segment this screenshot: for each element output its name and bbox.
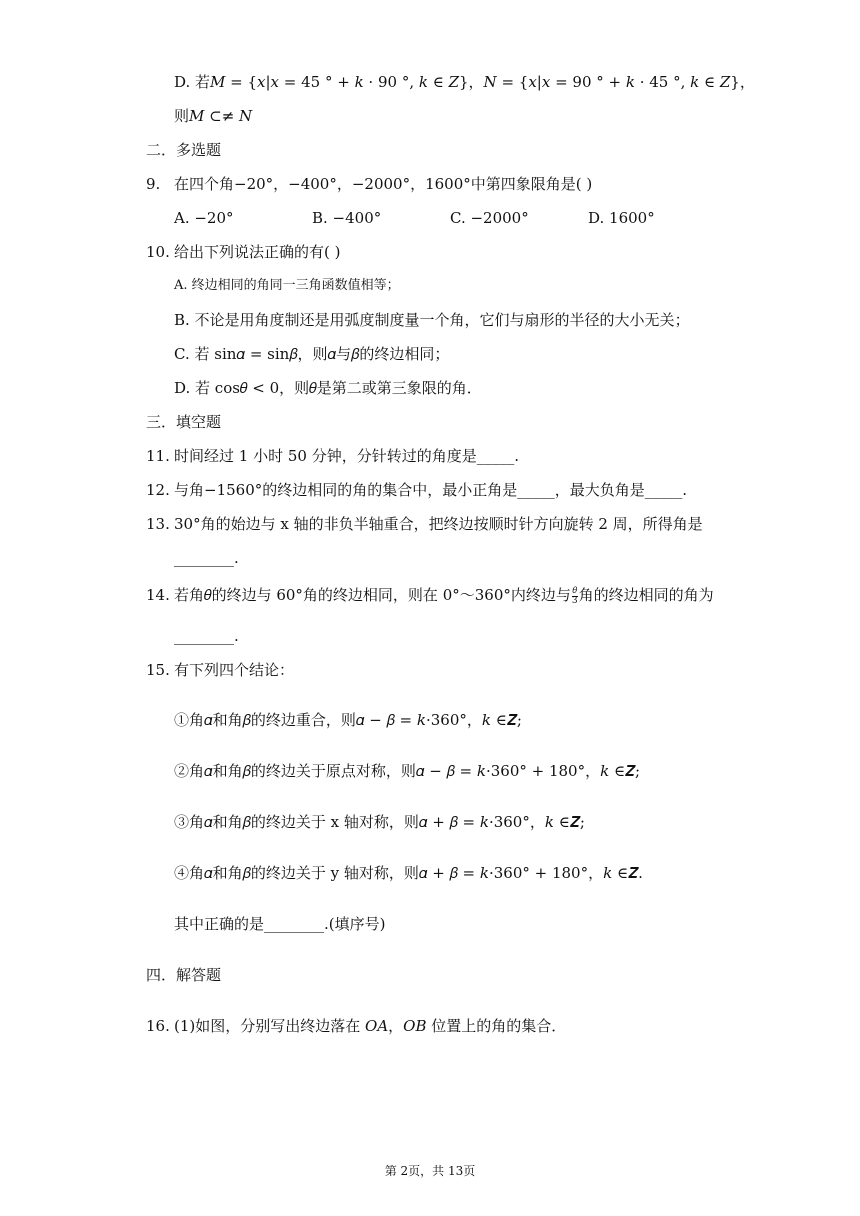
- fraction-theta-over-3: [572, 587, 578, 606]
- question-number: 16.: [146, 1017, 170, 1035]
- option-b: B. −400°: [312, 209, 382, 227]
- q15-statement-4: ④角𝛼和角𝛽的终边关于 y 轴对称，则𝛼 + 𝛽 = 𝑘·360° + 180°，𝑘 ∈𝒁.: [174, 864, 643, 882]
- question-13: [146, 514, 703, 534]
- question-number: 14.: [146, 586, 170, 604]
- question-text: 有下列四个结论：: [174, 661, 295, 679]
- option-d: D. 1600°: [588, 209, 655, 227]
- question-text: 30°角的始边与 x 轴的非负半轴重合，把终边按顺时针方向旋转 2 周，所得角是: [174, 515, 703, 533]
- q15-statement-1: ①角𝛼和角𝛽的终边重合，则𝛼 − 𝛽 = 𝑘·360°，𝑘 ∈𝒁;: [174, 711, 522, 729]
- question-12: [146, 480, 687, 500]
- question-text-continued: 角的终边相同的角为: [578, 586, 714, 604]
- q10-option-c: C. 若 sin𝛼 = sin𝛽，则𝛼与𝛽的终边相同；: [174, 345, 450, 363]
- question-text: 若角𝜃的终边与 60°角的终边相同，则在 0°～360°内终边与: [174, 586, 571, 604]
- question-text: 时间经过 1 小时 50 分钟，分针转过的角度是_____.: [174, 447, 519, 465]
- question-15: [146, 660, 294, 680]
- question-text: (1)如图，分别写出终边落在 𝑂𝐴，𝑂𝐵 位置上的角的集合．: [174, 1017, 567, 1035]
- q13-answer-blank: ________.: [174, 549, 239, 567]
- question-number: 9.: [146, 175, 161, 193]
- q15-answer-line: 其中正确的是________.(填序号): [174, 915, 386, 933]
- q10-option-a: A. 终边相同的角同一三角函数值相等；: [174, 278, 400, 293]
- option-a: A. −20°: [174, 209, 234, 227]
- question-number: 13.: [146, 515, 170, 533]
- question-9: [146, 174, 592, 194]
- question-14: [146, 585, 714, 606]
- q9-options: [174, 208, 655, 228]
- question-16: [146, 1016, 566, 1036]
- question-text: 给出下列说法正确的有( ): [174, 243, 341, 261]
- section-title-multiple-choice: 二．多选题: [146, 141, 222, 159]
- q8-option-d: D. 若𝑀 = {𝑥|𝑥 = 45 ° + 𝑘 · 90 °, 𝑘 ∈ 𝑍}，𝑁 = {𝑥|𝑥 = 90 ° + 𝑘 · 45 °, 𝑘 ∈ 𝑍}，: [174, 73, 755, 91]
- question-11: [146, 446, 519, 466]
- q15-statement-3: ③角𝛼和角𝛽的终边关于 x 轴对称，则𝛼 + 𝛽 = 𝑘·360°，𝑘 ∈𝒁;: [174, 813, 585, 831]
- q10-option-b: B. 不论是用角度制还是用弧度制度量一个角，它们与扇形的半径的大小无关；: [174, 311, 690, 329]
- fraction-numerator: 𝜃: [572, 585, 578, 596]
- question-text: 与角−1560°的终边相同的角的集合中，最小正角是_____，最大负角是_____.: [174, 481, 688, 499]
- q15-statement-2: ②角𝛼和角𝛽的终边关于原点对称，则𝛼 − 𝛽 = 𝑘·360° + 180°，𝑘 ∈𝒁;: [174, 762, 641, 780]
- question-text: 在四个角−20°，−400°，−2000°，1600°中第四象限角是( ): [174, 175, 593, 193]
- question-number: 15.: [146, 661, 170, 679]
- q10-option-d: D. 若 cos𝜃 < 0，则𝜃是第二或第三象限的角．: [174, 379, 482, 397]
- question-number: 12.: [146, 481, 170, 499]
- question-number: 10.: [146, 243, 170, 261]
- question-number: 11.: [146, 447, 170, 465]
- section-title-solutions: 四．解答题: [146, 966, 222, 984]
- question-10: [146, 242, 340, 262]
- q14-answer-blank: ________.: [174, 627, 239, 645]
- option-c: C. −2000°: [450, 209, 529, 227]
- q8-option-d-continuation: 则𝑀 ⊂≠ 𝑁: [174, 107, 253, 125]
- page-footer: 第 2页，共 13页: [384, 1164, 476, 1178]
- fraction-denominator: 3: [571, 595, 578, 606]
- section-title-fill-in: 三．填空题: [146, 413, 222, 431]
